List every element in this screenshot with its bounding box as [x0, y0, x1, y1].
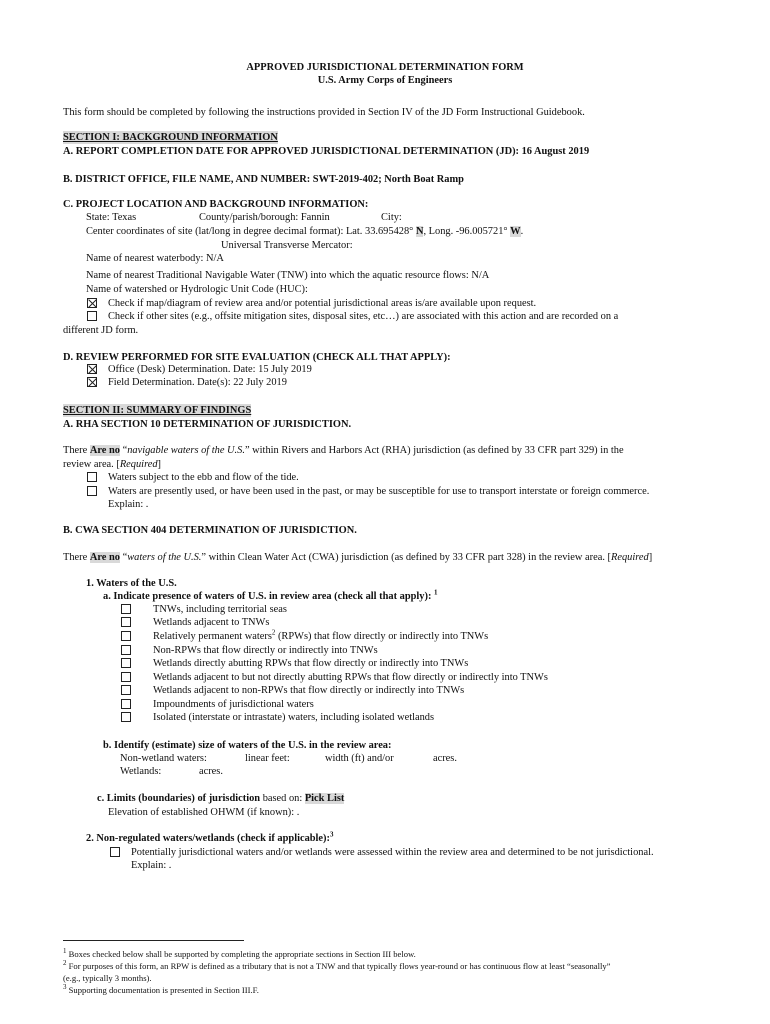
limits-line — [97, 792, 344, 805]
map-available-label: Check if map/diagram of review area and/or potential jurisdictional areas is/are available upon request. — [108, 298, 537, 309]
pick-list-dropdown[interactable]: Pick List — [304, 793, 345, 804]
impoundments-checkbox[interactable] — [121, 699, 131, 709]
footnote-1 — [63, 949, 416, 960]
footnote-1-marker: 1 — [63, 947, 67, 956]
footnote-3-text: Supporting documentation is presented in Section III.F. — [66, 985, 259, 995]
rha-prefix: There — [63, 445, 88, 456]
watershed-huc: Name of watershed or Hydrologic Unit Code (HUC): — [86, 284, 308, 295]
commerce-checkbox[interactable] — [87, 486, 97, 496]
form-title: APPROVED JURISDICTIONAL DETERMINATION FORM — [246, 62, 524, 73]
rha-heading: A. RHA SECTION 10 DETERMINATION OF JURISDICTION. — [63, 419, 352, 430]
long-text: , Long. -96.005721° — [423, 226, 508, 237]
footnote-divider — [63, 940, 244, 941]
cwa-required-close: ] — [648, 552, 653, 563]
project-location-heading: C. PROJECT LOCATION AND BACKGROUND INFORMATION: — [63, 199, 369, 210]
city-field: City: — [381, 212, 402, 223]
presence-heading-text: a. Indicate presence of waters of U.S. in review area (check all that apply): — [103, 591, 432, 602]
long-direction[interactable]: W — [510, 226, 521, 237]
footnote-ref-2: 2 — [271, 628, 276, 637]
other-sites-checkbox[interactable] — [87, 311, 97, 321]
office-determination-label: Office (Desk) Determination. Date: 15 July 2019 — [108, 364, 312, 375]
rha-statement-cont — [63, 458, 161, 471]
rpw-checkbox[interactable] — [121, 631, 131, 641]
coordinates-line — [86, 225, 523, 238]
isolated-waters-label: Isolated (interstate or intrastate) waters, including isolated wetlands — [153, 712, 435, 723]
cwa-heading: B. CWA SECTION 404 DETERMINATION OF JURISDICTION. — [63, 525, 357, 536]
wetlands-not-abutting-rpw-checkbox[interactable] — [121, 672, 131, 682]
footnote-ref-3: 3 — [329, 830, 334, 839]
isolated-waters-checkbox[interactable] — [121, 712, 131, 722]
wetlands-adjacent-tnw-checkbox[interactable] — [121, 617, 131, 627]
report-date: A. REPORT COMPLETION DATE FOR APPROVED JURISDICTIONAL DETERMINATION (JD): 16 August 2019 — [63, 146, 590, 157]
non-regulated-explain: Explain: . — [131, 860, 172, 871]
ohwm-elevation: Elevation of established OHWM (if known): . — [108, 807, 300, 818]
impoundments-label: Impoundments of jurisdictional waters — [153, 699, 314, 710]
rha-navigable-waters: navigable waters of the U.S. — [127, 445, 245, 456]
waters-us-heading: 1. Waters of the U.S. — [86, 578, 177, 589]
rha-required: Required — [119, 459, 158, 470]
commerce-label: Waters are presently used, or have been used in the past, or may be susceptible for use to transport interstate or foreign commerce. — [108, 486, 650, 497]
tnw-label: TNWs, including territorial seas — [153, 604, 287, 615]
office-determination-checkbox[interactable] — [87, 364, 97, 374]
non-regulated-heading — [86, 832, 333, 845]
wetlands-abutting-rpw-checkbox[interactable] — [121, 658, 131, 668]
rpw-label-tail: (RPWs) that flow directly or indirectly into TNWs — [275, 631, 489, 642]
section1-heading: SECTION I: BACKGROUND INFORMATION — [63, 132, 278, 143]
rha-review-area: review area. [ — [63, 459, 120, 470]
wetlands-not-abutting-rpw-label: Wetlands adjacent to but not directly abutting RPWs that flow directly or indirectly into TNWs — [153, 672, 548, 683]
footnote-3 — [63, 985, 259, 996]
size-heading: b. Identify (estimate) size of waters of the U.S. in the review area: — [103, 740, 392, 751]
rpw-label — [153, 630, 488, 643]
review-performed-heading: D. REVIEW PERFORMED FOR SITE EVALUATION (CHECK ALL THAT APPLY): — [63, 352, 451, 363]
tnw-checkbox[interactable] — [121, 604, 131, 614]
cwa-are-no-select[interactable]: Are no — [89, 552, 120, 563]
linear-feet-label: linear feet: — [245, 753, 290, 764]
rha-statement — [63, 444, 624, 457]
non-wetland-label: Non-wetland waters: — [120, 753, 207, 764]
cwa-suffix: ” within Clean Water Act (CWA) jurisdiction (as defined by 33 CFR part 328) in the review area. [ — [201, 552, 611, 563]
acres-label-1: acres. — [433, 753, 457, 764]
district-office: B. DISTRICT OFFICE, FILE NAME, AND NUMBER: SWT-2019-402; North Boat Ramp — [63, 174, 464, 185]
non-rpw-checkbox[interactable] — [121, 645, 131, 655]
limits-heading: c. Limits (boundaries) of jurisdiction — [97, 793, 261, 804]
cwa-required: Required — [610, 552, 649, 563]
ebb-flow-checkbox[interactable] — [87, 472, 97, 482]
cwa-waters: waters of the U.S. — [127, 552, 202, 563]
non-jurisdictional-label: Potentially jurisdictional waters and/or wetlands were assessed within the review area and determined to be not jurisdictional. — [131, 847, 654, 858]
footnote-ref-1: 1 — [434, 588, 438, 597]
long-end: . — [520, 226, 524, 237]
wetlands-abutting-rpw-label: Wetlands directly abutting RPWs that flow directly or indirectly into TNWs — [153, 658, 469, 669]
coordinates-label: Center coordinates of site (lat/long in degree decimal format): Lat. 33.695428° — [86, 226, 414, 237]
field-determination-label: Field Determination. Date(s): 22 July 2019 — [108, 377, 287, 388]
cwa-open-quote: “ — [122, 552, 128, 563]
utm-field: Universal Transverse Mercator: — [221, 240, 353, 251]
rha-open-quote: “ — [122, 445, 128, 456]
wetlands-non-rpw-label: Wetlands adjacent to non-RPWs that flow directly or indirectly into TNWs — [153, 685, 465, 696]
non-jurisdictional-checkbox[interactable] — [110, 847, 120, 857]
field-determination-checkbox[interactable] — [87, 377, 97, 387]
footnote-2-cont: (e.g., typically 3 months). — [63, 973, 152, 983]
footnote-3-marker: 3 — [63, 983, 67, 992]
section2-heading: SECTION II: SUMMARY OF FINDINGS — [63, 405, 252, 416]
form-subtitle: U.S. Army Corps of Engineers — [317, 75, 453, 86]
footnote-1-text: Boxes checked below shall be supported by completing the appropriate sections in Section III below. — [66, 949, 416, 959]
limits-based-on: based on: — [260, 793, 305, 804]
non-regulated-heading-text: 2. Non-regulated waters/wetlands (check if applicable): — [86, 833, 330, 844]
acres-label-2: acres. — [199, 766, 223, 777]
footnote-2-text: For purposes of this form, an RPW is defined as a tributary that is not a TNW and that typically flows year-round or has continuous flow at least “seasonally” — [66, 961, 611, 971]
other-sites-label: Check if other sites (e.g., offsite mitigation sites, disposal sites, etc…) are associated with this action and are recorded on a — [108, 311, 619, 322]
county-field: County/parish/borough: Fannin — [199, 212, 330, 223]
ebb-flow-label: Waters subject to the ebb and flow of the tide. — [108, 472, 299, 483]
footnote-2-marker: 2 — [63, 959, 67, 968]
rpw-label-text: Relatively permanent waters — [153, 631, 272, 642]
intro-text: This form should be completed by following the instructions provided in Section IV of the JD Form Instructional Guidebook. — [63, 107, 585, 118]
nearest-waterbody: Name of nearest waterbody: N/A — [86, 253, 224, 264]
footnote-2 — [63, 961, 610, 972]
lat-direction[interactable]: N — [415, 226, 424, 237]
width-label: width (ft) and/or — [325, 753, 394, 764]
cwa-prefix: There — [63, 552, 88, 563]
wetlands-size-label: Wetlands: — [120, 766, 162, 777]
state-field: State: Texas — [86, 212, 137, 223]
rha-required-close: ] — [157, 459, 161, 470]
wetlands-adjacent-tnw-label: Wetlands adjacent to TNWs — [153, 617, 270, 628]
other-sites-label-cont: different JD form. — [63, 325, 139, 336]
rha-are-no-select[interactable]: Are no — [89, 445, 120, 456]
cwa-statement — [63, 551, 652, 564]
rha-explain: Explain: . — [108, 499, 149, 510]
presence-heading — [103, 590, 438, 603]
rha-suffix: ” within Rivers and Harbors Act (RHA) jurisdiction (as defined by 33 CFR part 329) in the — [244, 445, 624, 456]
wetlands-non-rpw-checkbox[interactable] — [121, 685, 131, 695]
nearest-tnw: Name of nearest Traditional Navigable Water (TNW) into which the aquatic resource flows: N/A — [86, 270, 490, 281]
map-available-checkbox[interactable] — [87, 298, 97, 308]
non-rpw-label: Non-RPWs that flow directly or indirectly into TNWs — [153, 645, 378, 656]
